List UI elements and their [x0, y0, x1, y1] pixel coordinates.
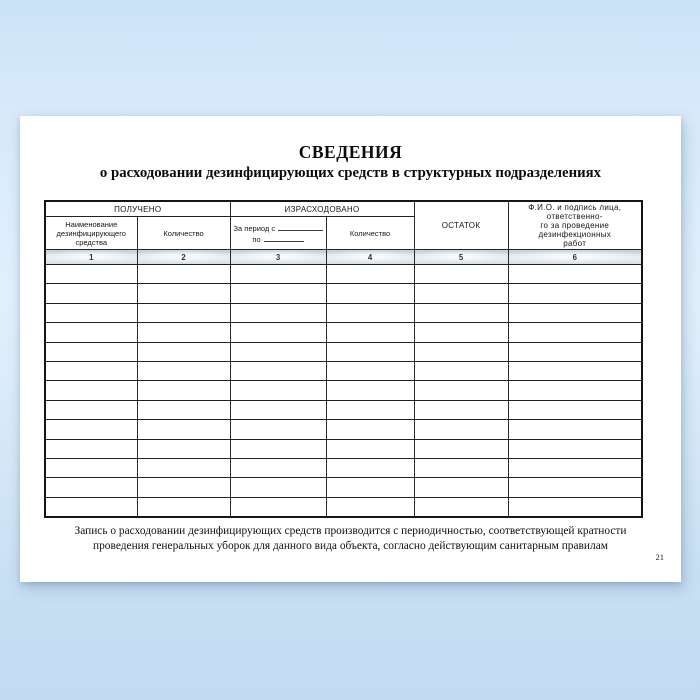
document-title: СВЕДЕНИЯ: [298, 142, 403, 162]
empty-cell: [326, 458, 414, 477]
empty-cell: [414, 342, 508, 361]
empty-cell: [137, 381, 230, 400]
empty-cell: [137, 342, 230, 361]
empty-cell: [137, 361, 230, 380]
empty-cell: [230, 342, 326, 361]
table-row: [45, 284, 642, 303]
empty-cell: [508, 439, 642, 458]
empty-cell: [230, 439, 326, 458]
period-from-label: За период с: [233, 224, 276, 234]
table-row: [45, 439, 642, 458]
empty-cell: [137, 303, 230, 322]
empty-cell: [414, 400, 508, 419]
empty-cell: [230, 497, 326, 516]
header-period-column: [230, 217, 326, 250]
empty-cell: [230, 303, 326, 322]
empty-cell: [45, 497, 137, 516]
empty-cell: [45, 361, 137, 380]
table-row: [45, 361, 642, 380]
empty-cell: [326, 284, 414, 303]
table-row: [45, 303, 642, 322]
empty-cell: [45, 342, 137, 361]
column-number-cell: 4: [326, 250, 414, 265]
empty-cell: [137, 458, 230, 477]
empty-cell: [326, 400, 414, 419]
empty-cell: [45, 420, 137, 439]
empty-cell: [508, 420, 642, 439]
empty-cell: [45, 265, 137, 284]
empty-cell: [414, 458, 508, 477]
column-number-cell: 1: [45, 250, 137, 265]
column-number-cell: 5: [414, 250, 508, 265]
empty-cell: [326, 381, 414, 400]
empty-cell: [326, 439, 414, 458]
header-quantity-received-column: Количество: [137, 217, 230, 250]
header-name-column: Наименование дезинфицирующего средства: [45, 217, 137, 250]
table-row: [45, 478, 642, 497]
table-row: [45, 458, 642, 477]
table-row: [45, 497, 642, 516]
empty-cell: [45, 323, 137, 342]
empty-cell: [508, 381, 642, 400]
empty-cell: [508, 458, 642, 477]
table-body: [45, 265, 642, 517]
page-number: 21: [655, 552, 664, 562]
empty-cell: [45, 478, 137, 497]
column-number-cell: 6: [508, 250, 642, 265]
header-spent-group: ИЗРАСХОДОВАНО: [230, 201, 414, 217]
empty-cell: [230, 284, 326, 303]
table-row: [45, 400, 642, 419]
empty-cell: [137, 439, 230, 458]
empty-cell: [414, 478, 508, 497]
document-page: [20, 116, 681, 582]
header-remainder-column: ОСТАТОК: [414, 201, 508, 250]
empty-cell: [230, 361, 326, 380]
empty-cell: [230, 478, 326, 497]
empty-cell: [137, 420, 230, 439]
header-received-group: ПОЛУЧЕНО: [45, 201, 230, 217]
empty-cell: [414, 439, 508, 458]
column-numbers-row: [45, 250, 642, 265]
empty-cell: [137, 265, 230, 284]
empty-cell: [45, 381, 137, 400]
period-to-label: по: [252, 235, 261, 245]
empty-cell: [137, 497, 230, 516]
empty-cell: [230, 400, 326, 419]
empty-cell: [508, 361, 642, 380]
empty-cell: [414, 265, 508, 284]
disinfectant-usage-table: [44, 200, 643, 518]
empty-cell: [414, 284, 508, 303]
empty-cell: [230, 323, 326, 342]
empty-cell: [230, 420, 326, 439]
empty-cell: [230, 381, 326, 400]
empty-cell: [508, 265, 642, 284]
footnote: Запись о расходовании дезинфицирующих средств производится с периодичностью, соответствующей кратности проведения генеральных уборок для данного вида объекта, согласно действующим санитарным правилам: [74, 525, 627, 552]
column-number-cell: 2: [137, 250, 230, 265]
table-row: [45, 342, 642, 361]
table-row: [45, 265, 642, 284]
blank-line: [264, 233, 304, 242]
empty-cell: [508, 303, 642, 322]
table-row: [45, 323, 642, 342]
empty-cell: [137, 323, 230, 342]
column-number-cell: 3: [230, 250, 326, 265]
empty-cell: [326, 420, 414, 439]
empty-cell: [45, 439, 137, 458]
empty-cell: [137, 478, 230, 497]
empty-cell: [45, 400, 137, 419]
empty-cell: [326, 361, 414, 380]
empty-cell: [508, 400, 642, 419]
empty-cell: [508, 284, 642, 303]
empty-cell: [414, 497, 508, 516]
empty-cell: [137, 284, 230, 303]
empty-cell: [137, 400, 230, 419]
blank-line: [278, 222, 323, 231]
empty-cell: [508, 323, 642, 342]
empty-cell: [326, 265, 414, 284]
empty-cell: [414, 303, 508, 322]
table-row: [45, 381, 642, 400]
table-row: [45, 420, 642, 439]
empty-cell: [414, 361, 508, 380]
empty-cell: [326, 323, 414, 342]
empty-cell: [326, 478, 414, 497]
empty-cell: [508, 342, 642, 361]
empty-cell: [326, 342, 414, 361]
header-quantity-spent-column: Количество: [326, 217, 414, 250]
empty-cell: [45, 458, 137, 477]
empty-cell: [508, 478, 642, 497]
empty-cell: [414, 381, 508, 400]
empty-cell: [414, 420, 508, 439]
empty-cell: [230, 458, 326, 477]
header-responsible-column: Ф.И.О. и подпись лица, ответственно- го за проведение дезинфекционных работ: [508, 201, 642, 250]
group-header-row: [45, 201, 642, 217]
document-subtitle: о расходовании дезинфицирующих средств в структурных подразделениях: [99, 165, 602, 181]
empty-cell: [508, 497, 642, 516]
empty-cell: [45, 284, 137, 303]
empty-cell: [326, 303, 414, 322]
empty-cell: [414, 323, 508, 342]
empty-cell: [230, 265, 326, 284]
empty-cell: [45, 303, 137, 322]
empty-cell: [326, 497, 414, 516]
